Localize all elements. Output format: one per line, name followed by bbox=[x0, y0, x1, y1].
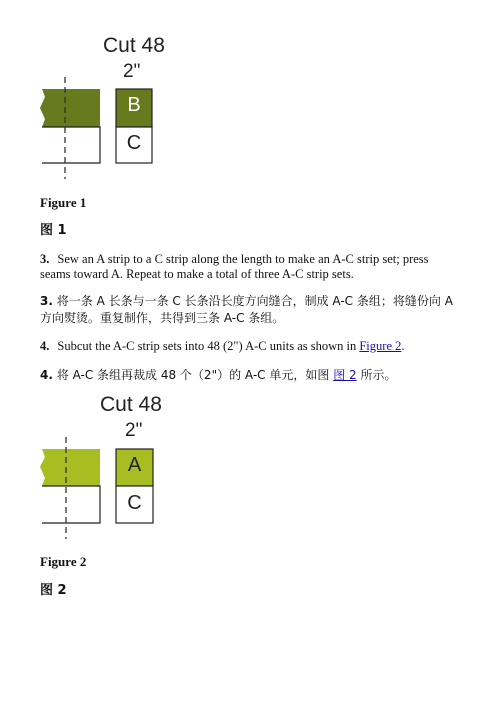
figure1-strip-bottom bbox=[42, 127, 100, 163]
step3-number: 3. bbox=[40, 252, 50, 266]
step4-body-before: Subcut the A-C strip sets into 48 (2") A-C units as shown in bbox=[57, 339, 360, 353]
figure1-caption-zh: 图 1 bbox=[40, 223, 67, 238]
step3-body-zh: 将一条 A 长条与一条 C 长条沿长度方向缝合，制成 A-C 条组；将缝份向 A 方向熨烫。重复制作，共得到三条 A-C 条组。 bbox=[40, 294, 453, 325]
figure1-strip-top bbox=[40, 89, 100, 127]
step4-text-zh bbox=[40, 368, 460, 383]
figure2-size-label: 2" bbox=[125, 420, 143, 441]
step4-body-zh-after: 所示。 bbox=[356, 368, 397, 382]
figure1-cut-label: Cut 48 bbox=[103, 34, 165, 57]
step4-number: 4. bbox=[40, 339, 50, 353]
figure2-link[interactable]: Figure 2 bbox=[359, 339, 402, 353]
figure1-letter-top: B bbox=[127, 94, 141, 116]
figure1-caption: Figure 1 bbox=[40, 195, 87, 210]
figure2-link-zh[interactable]: 图 2 bbox=[333, 368, 357, 382]
step3-text-zh bbox=[40, 293, 460, 327]
figure2-letter-top: A bbox=[127, 454, 142, 476]
figure2-cut-label: Cut 48 bbox=[100, 393, 162, 416]
step4-text bbox=[40, 339, 460, 354]
figure2-diagram bbox=[30, 435, 190, 545]
step4-number-zh: 4. bbox=[40, 368, 53, 382]
figure2-strip-bottom bbox=[42, 486, 100, 523]
figure2-letter-bottom: C bbox=[127, 492, 142, 514]
step4-body-zh-before: 将 A-C 条组再裁成 48 个（2"）的 A-C 单元，如图 bbox=[56, 368, 334, 382]
step3-number-zh: 3. bbox=[40, 294, 53, 308]
step4-body-after: . bbox=[401, 339, 405, 353]
figure1-size-label: 2" bbox=[123, 61, 141, 82]
step3-text bbox=[40, 252, 460, 282]
step3-body: Sew an A strip to a C strip along the length to make an A-C strip set; press seams toward A. Repeat to make a total of three A-C strip sets. bbox=[40, 252, 429, 281]
figure1-diagram bbox=[30, 75, 190, 185]
figure2-strip-top bbox=[40, 449, 100, 486]
figure1-letter-bottom: C bbox=[126, 132, 142, 154]
figure2-caption-zh: 图 2 bbox=[40, 583, 67, 598]
figure2-caption: Figure 2 bbox=[40, 554, 87, 569]
